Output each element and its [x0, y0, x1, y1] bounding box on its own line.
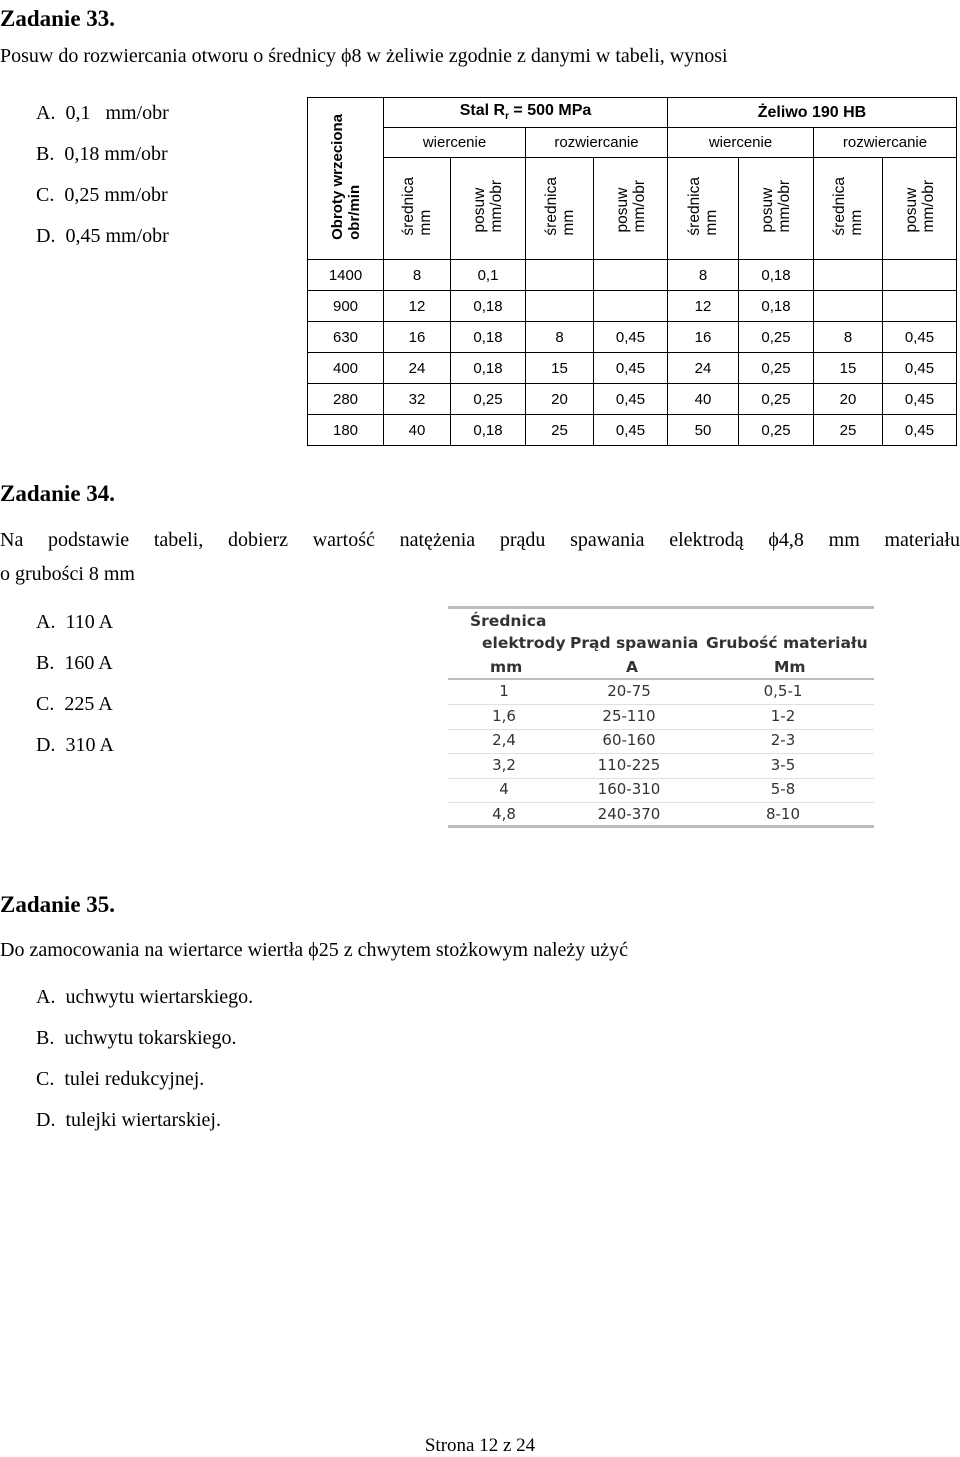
z34-unit-mm: mm	[490, 658, 523, 676]
z33-op-rozwiercanie-stal: rozwiercanie	[526, 128, 668, 158]
z34-table	[448, 606, 874, 828]
table-cell: 16	[384, 322, 451, 353]
z33-subheader-label: posuw	[759, 187, 776, 233]
z33-header-obroty-line2: obr/min	[345, 184, 363, 240]
z34-row-divider	[448, 729, 874, 730]
table-cell: 32	[384, 384, 451, 415]
z34-row-divider	[448, 753, 874, 754]
z33-op-wiercenie-zeliwo: wiercenie	[668, 128, 814, 158]
table-cell: 280	[308, 384, 384, 415]
z34-option-d: D. 310 A	[36, 734, 114, 756]
table-row	[308, 322, 957, 353]
table-cell: 12	[384, 291, 451, 322]
table-row	[308, 384, 957, 415]
z33-subheader-unit: mm/obr	[630, 180, 648, 233]
table-cell	[814, 291, 883, 322]
z33-subheader-7	[883, 158, 957, 260]
table-cell: 40	[384, 415, 451, 446]
table-cell: 24	[668, 353, 739, 384]
z33-op-wiercenie-stal: wiercenie	[384, 128, 526, 158]
z34-cell: 160-310	[597, 780, 661, 798]
table-cell: 12	[668, 291, 739, 322]
table-cell: 0,45	[883, 353, 957, 384]
z33-subheader-label: średnica	[831, 177, 848, 236]
table-cell: 0,45	[594, 384, 668, 415]
z34-cell: 1-2	[770, 706, 796, 725]
table-cell: 0,18	[451, 291, 526, 322]
z33-table	[307, 97, 957, 446]
z34-cell: 4,8	[492, 804, 516, 823]
z34-cell: 5-8	[770, 780, 796, 798]
z34-header-rule	[448, 678, 874, 680]
z34-option-b: B. 160 A	[36, 652, 113, 674]
z34-table-bottom-rule	[448, 825, 874, 828]
z34-cell: 25-110	[602, 706, 656, 725]
table-cell	[594, 291, 668, 322]
z33-header-stal-sub: r	[505, 111, 509, 123]
table-cell: 15	[526, 353, 594, 384]
z33-subheader-6	[814, 158, 883, 260]
z33-option-d: D. 0,45 mm/obr	[36, 225, 169, 247]
z34-cell: 110-225	[597, 755, 661, 774]
table-cell	[526, 260, 594, 291]
z33-title: Zadanie 33.	[0, 6, 116, 31]
z33-header-obroty-line1: Obroty wrzeciona	[328, 113, 346, 240]
z33-subheader-unit: mm	[559, 209, 577, 236]
z33-subheader-unit: mm/obr	[919, 180, 937, 233]
z34-unit-mm2: Mm	[774, 658, 806, 676]
z33-header-stal-suffix: = 500 MPa	[508, 102, 592, 120]
z34-cell: 8-10	[765, 804, 801, 823]
z33-subheader-label: średnica	[686, 177, 703, 236]
z33-option-a: A. 0,1 mm/obr	[36, 102, 169, 124]
z33-subheader-unit: mm	[703, 209, 720, 236]
z34-cell: 2,4	[492, 731, 516, 749]
table-cell: 0,18	[739, 260, 814, 291]
table-cell: 0,25	[739, 384, 814, 415]
table-cell: 0,45	[594, 415, 668, 446]
z34-question-line2: o grubości 8 mm	[0, 563, 135, 585]
table-cell: 0,45	[883, 384, 957, 415]
z35-option-b: B. uchwytu tokarskiego.	[36, 1027, 237, 1049]
z33-header-stal-prefix: Stal R	[459, 102, 506, 120]
table-cell	[594, 260, 668, 291]
z34-row-divider	[448, 802, 874, 803]
table-cell: 8	[526, 322, 594, 353]
z33-subheader-label: średnica	[400, 177, 417, 236]
z34-row-divider	[448, 704, 874, 705]
z33-subheader-unit: mm	[417, 209, 434, 236]
table-row	[308, 353, 957, 384]
z35-question: Do zamocowania na wiertarce wiertła ϕ25 z chwytem stożkowym należy użyć	[0, 939, 629, 961]
table-cell: 630	[308, 322, 384, 353]
table-cell: 0,25	[451, 384, 526, 415]
table-cell: 20	[814, 384, 883, 415]
table-cell: 20	[526, 384, 594, 415]
z34-cell: 20-75	[607, 682, 651, 700]
table-cell: 25	[526, 415, 594, 446]
table-row	[308, 415, 957, 446]
z35-option-c: C. tulei redukcyjnej.	[36, 1068, 205, 1090]
table-cell	[883, 291, 957, 322]
z34-cell: 3-5	[770, 755, 796, 774]
table-cell: 400	[308, 353, 384, 384]
z33-subheader-3	[594, 158, 668, 260]
z33-subheader-4	[668, 158, 739, 260]
z34-cell: 4	[499, 780, 509, 798]
table-cell: 0,1	[451, 260, 526, 291]
table-cell: 50	[668, 415, 739, 446]
z35-option-d: D. tulejki wiertarskiej.	[36, 1109, 221, 1131]
z33-subheader-unit: mm	[848, 209, 865, 236]
table-cell: 0,25	[739, 353, 814, 384]
table-cell: 1400	[308, 260, 384, 291]
z34-header-grubosc: Grubość materiału	[706, 634, 868, 652]
table-cell: 40	[668, 384, 739, 415]
table-cell: 180	[308, 415, 384, 446]
z34-table-top-rule	[448, 606, 874, 609]
table-cell: 8	[668, 260, 739, 291]
z33-question: Posuw do rozwiercania otworu o średnicy ϕ8 w żeliwie zgodnie z danymi w tabeli, wynosi	[0, 45, 728, 67]
z34-cell: 3,2	[492, 755, 516, 774]
table-cell: 8	[814, 322, 883, 353]
table-cell: 8	[384, 260, 451, 291]
table-cell	[814, 260, 883, 291]
z33-subheader-unit: mm/obr	[776, 180, 793, 233]
z34-header-elektrody: elektrody	[482, 634, 566, 652]
table-cell	[526, 291, 594, 322]
z33-subheader-label: posuw	[613, 187, 631, 233]
z33-subheader-label: posuw	[902, 187, 920, 233]
table-cell: 900	[308, 291, 384, 322]
table-cell: 15	[814, 353, 883, 384]
z33-header-zeliwo: Żeliwo 190 HB	[668, 98, 957, 128]
z34-question-line1: Na podstawie tabeli, dobierz wartość natężenia prądu spawania elektrodą ϕ4,8 mm materiału	[0, 529, 960, 551]
z33-subheader-5	[739, 158, 814, 260]
table-cell: 0,18	[739, 291, 814, 322]
z34-header-prad: Prąd spawania	[570, 634, 699, 652]
table-cell: 0,45	[883, 322, 957, 353]
table-cell: 0,18	[451, 415, 526, 446]
z34-title: Zadanie 34.	[0, 481, 116, 506]
table-cell: 0,18	[451, 322, 526, 353]
z34-header-srednica: Średnica	[470, 612, 547, 630]
z34-cell: 240-370	[597, 804, 661, 823]
table-cell: 25	[814, 415, 883, 446]
z33-subheader-unit: mm/obr	[488, 180, 505, 233]
table-cell: 0,45	[594, 353, 668, 384]
z34-cell: 1,6	[492, 706, 516, 725]
z33-option-c: C. 0,25 mm/obr	[36, 184, 168, 206]
z33-subheader-label: średnica	[542, 177, 560, 236]
z33-op-rozwiercanie-zeliwo: rozwiercanie	[814, 128, 957, 158]
z33-header-stal	[384, 98, 668, 128]
table-cell: 0,45	[594, 322, 668, 353]
table-cell	[883, 260, 957, 291]
table-cell: 0,25	[739, 415, 814, 446]
z34-cell: 2-3	[770, 731, 796, 749]
z34-cell: 0,5-1	[763, 682, 803, 700]
z35-option-a: A. uchwytu wiertarskiego.	[36, 986, 254, 1008]
z34-unit-a: A	[626, 658, 638, 676]
table-cell: 0,45	[883, 415, 957, 446]
table-cell: 0,18	[451, 353, 526, 384]
table-row	[308, 291, 957, 322]
z33-subheader-label: posuw	[471, 187, 488, 233]
z34-option-c: C. 225 A	[36, 693, 113, 715]
table-cell: 16	[668, 322, 739, 353]
z34-cell: 60-160	[602, 731, 656, 749]
table-cell: 0,25	[739, 322, 814, 353]
z34-option-a: A. 110 A	[36, 611, 114, 633]
z33-header-obroty	[308, 98, 384, 260]
z34-cell: 1	[499, 682, 509, 700]
z33-subheader-2	[526, 158, 594, 260]
z34-row-divider	[448, 778, 874, 779]
z33-option-b: B. 0,18 mm/obr	[36, 143, 168, 165]
table-row	[308, 260, 957, 291]
page-footer: Strona 12 z 24	[424, 1435, 536, 1456]
z33-subheader-1	[451, 158, 526, 260]
z33-subheader-0	[384, 158, 451, 260]
table-cell: 24	[384, 353, 451, 384]
z35-title: Zadanie 35.	[0, 892, 116, 917]
